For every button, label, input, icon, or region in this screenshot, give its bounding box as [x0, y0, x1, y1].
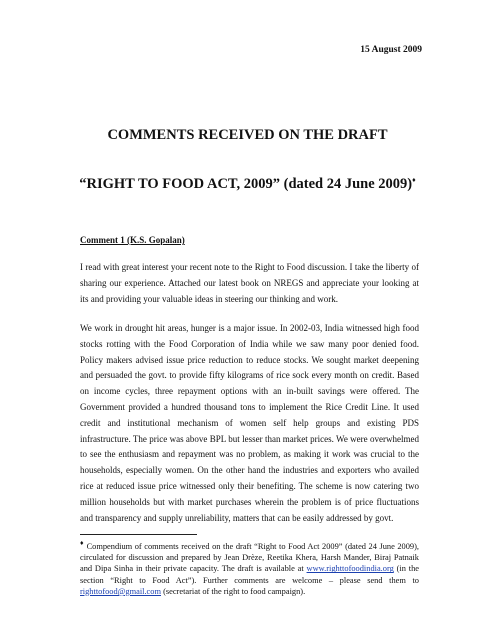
comment-paragraph-1: I read with great interest your recent note to the Right to Food discussion. I take the liberty of sharing our experience. Attached our latest book on NREGS and appreciate your looking at its and providing your valuable ideas in steering our thinking and work.	[80, 262, 419, 304]
footnote-marker: ♦	[412, 176, 416, 185]
footnote-text-3: (secretariat of the right to food campaign).	[160, 586, 306, 596]
subtitle-text: “RIGHT TO FOOD ACT, 2009” (dated 24 June 2009)	[79, 176, 413, 192]
footnote-mark: ♦	[80, 539, 85, 548]
footnote	[80, 541, 419, 597]
footnote-text-1: Compendium of comments received on the draft “Right to Food Act 2009” (dated 24 June 2009), circulated for discussion and prepared by Jean Drèze, Reetika Khera, Harsh Mander, Biraj Patnaik and Dipa Sinha in their private capacity. The draft is available at	[80, 542, 419, 574]
document-subtitle	[0, 176, 495, 193]
document-title: COMMENTS RECEIVED ON THE DRAFT	[107, 127, 388, 143]
footnote-divider	[80, 534, 197, 535]
document-date: 15 August 2009	[360, 45, 422, 55]
email-link[interactable]: righttofood@gmail.com	[80, 586, 161, 596]
comment-heading: Comment 1 (K.S. Gopalan)	[80, 235, 185, 245]
comment-paragraph-2: We work in drought hit areas, hunger is a major issue. In 2002-03, India witnessed high food stocks rotting with the Food Corporation of India while we saw many poor denied food. Policy makers advised issue price reduction to reduce stocks. We sought market deepening and persuaded the govt. to provide fifty kilograms of rice sock every month on credit. Based on income cycles, three repayment options with an in-built savings were offered. The Government provided a hundred thousand tons to implement the Rice Credit Line. It used credit and institutional mechanism of women self help groups and existing PDS infrastructure. The price was above BPL but lesser than market prices. We were overwhelmed to see the enthusiasm and repayment was no problem, as making it work was crucial to the households, especially women. On the other hand the industries and exporters who availed rice at reduced issue price witnessed only their benefiting. The scheme is now catering two million households but with market purchases wherein the problem is of price fluctuations and transparency and supply unreliability, matters that can be easily addressed by govt.	[80, 323, 419, 523]
website-link[interactable]: www.righttofoodindia.org	[306, 564, 394, 574]
footnote-text-2: (in the section “Right to Food Act”). Further comments are welcome – please send them to	[80, 564, 419, 585]
